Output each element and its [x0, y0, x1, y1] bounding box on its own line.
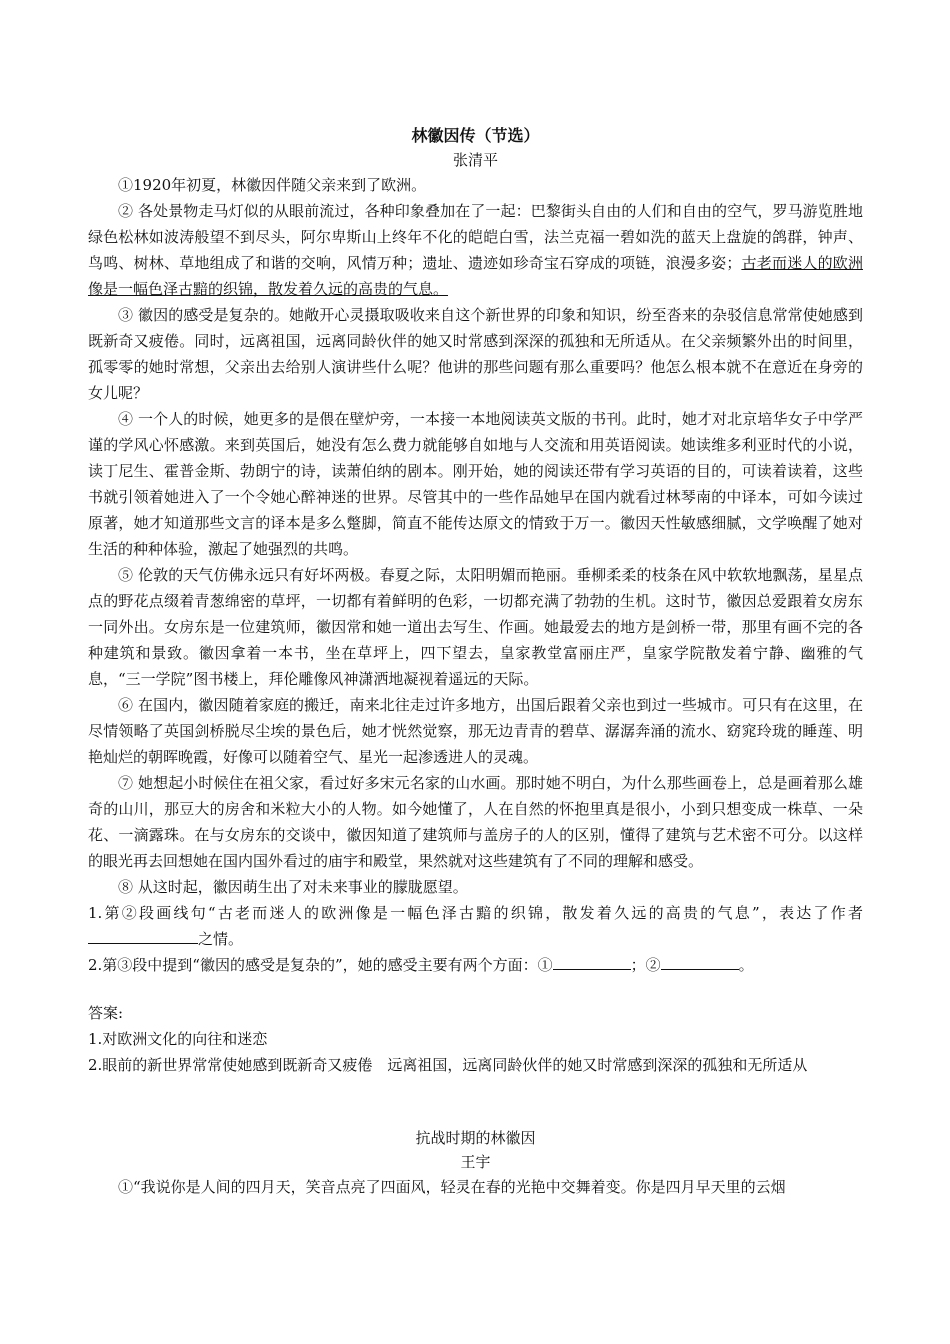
article1-paragraph-3: ③ 徽因的感受是复杂的。她敞开心灵摄取吸收来自这个新世界的印象和知识，纷至沓来的杂驳信息常常使她感到既新奇又疲倦。同时，远离祖国，远离同龄伙伴的她又时常感到深深的孤独和无所适从。在父亲频繁外出的时间里，孤零零的她时常想，父亲出去给别人演讲些什么呢？他讲的那些问题有那么重要吗？他怎么根本就不在意近在身旁的女儿呢？ — [88, 306, 863, 402]
article1-paragraph-6: ⑥ 在国内，徽因随着家庭的搬迁，南来北往走过许多地方，出国后跟着父亲也到过一些城市。可只有在这里，在尽情领略了英国剑桥脱尽尘埃的景色后，她才恍然觉察，那无边青青的碧草、潺潺奔涌的流水、窈窕玲珑的睡莲、明艳灿烂的朝晖晚霞，好像可以随着空气、星光一起渗透进人的灵魂。 — [88, 696, 863, 766]
article2-author: 王宇 — [460, 1153, 491, 1171]
article1-author: 张清平 — [452, 151, 498, 169]
answer-1: 1.对欧洲文化的向往和迷恋 — [88, 1030, 268, 1048]
answer-blank-1[interactable] — [88, 927, 198, 944]
question-2 — [88, 952, 863, 978]
document-page — [88, 124, 863, 1200]
answers-label: 答案: — [88, 1004, 124, 1022]
answer-blank-3[interactable] — [661, 953, 739, 970]
spacer — [88, 1078, 863, 1126]
question-2-end: 。 — [738, 956, 754, 974]
question-1 — [88, 900, 863, 952]
answer-blank-2[interactable] — [553, 953, 631, 970]
spacer — [88, 978, 863, 1000]
answer-2: 2.眼前的新世界常常使她感到既新奇又疲倦 远离祖国，远离同龄伙伴的她又时常感到深深的孤独和无所适从 — [88, 1056, 808, 1074]
question-1-text: 1.第②段画线句“古老而迷人的欧洲像是一幅色泽古黯的织锦，散发着久远的高贵的气息”，表达了作者 — [88, 904, 863, 922]
paragraph-2-text: ② 各处景物走马灯似的从眼前流过，各种印象叠加在了一起：巴黎街头自由的人们和自由的空气，罗马游览胜地绿色松林如波涛般望不到尽头，阿尔卑斯山上终年不化的皑皑白雪，法兰克福一碧如洗的蓝天上盘旋的鸽群，钟声、鸟鸣、树林、草地组成了和谐的交响，风情万种；遗址、遗迹如珍奇宝石穿成的项链，浪漫多姿； — [88, 202, 863, 272]
article1-paragraph-8: ⑧ 从这时起，徽因萌生出了对未来事业的朦胧愿望。 — [118, 878, 468, 896]
article1-paragraph-1: ①1920年初夏，林徽因伴随父亲来到了欧洲。 — [118, 176, 427, 194]
article1-paragraph-7: ⑦ 她想起小时候住在祖父家，看过好多宋元名家的山水画。那时她不明白，为什么那些画卷上，总是画着那么雄奇的山川，那豆大的房舍和米粒大小的人物。如今她懂了，人在自然的怀抱里真是很小，小到只想变成一株草、一朵花、一滴露珠。在与女房东的交谈中，徽因知道了建筑师与盖房子的人的区别，懂得了建筑与艺术密不可分。以这样的眼光再去回想她在国内国外看过的庙宇和殿堂，果然就对这些建筑有了不同的理解和感受。 — [88, 774, 863, 870]
article1-paragraph-4: ④ 一个人的时候，她更多的是偎在壁炉旁，一本接一本地阅读英文版的书刊。此时，她才对北京培华女子中学严谨的学风心怀感激。来到英国后，她没有怎么费力就能够自如地与人交流和用英语阅读。她读维多利亚时代的小说，读丁尼生、霍普金斯、勃朗宁的诗，读萧伯纳的剧本。刚开始，她的阅读还带有学习英语的目的，可读着读着，这些书就引领着她进入了一个令她心醉神迷的世界。尽管其中的一些作品她早在国内就看过林琴南的中译本，可如今读过原著，她才知道那些文言的译本是多么蹩脚，简直不能传达原文的情致于万一。徽因天性敏感细腻，文学唤醒了她对生活的种种体验，激起了她强烈的共鸣。 — [88, 410, 863, 558]
article1-title: 林徽因传（节选） — [411, 126, 540, 145]
question-2-mid: ；② — [630, 956, 661, 974]
question-2-text: 2.第③段中提到“徽因的感受是复杂的”，她的感受主要有两个方面：① — [88, 956, 553, 974]
question-1-suffix: 之情。 — [198, 930, 244, 948]
underlined-sentence: 古老而迷人的欧洲像是一幅色泽古黯的织锦，散发着久远的高贵的气息。 — [88, 254, 863, 298]
article2-paragraph-1: ①“我说你是人间的四月天，笑音点亮了四面风，轻灵在春的光艳中交舞着变。你是四月早天里的云烟 — [118, 1178, 786, 1196]
article2-title: 抗战时期的林徽因 — [415, 1129, 536, 1147]
article1-paragraph-5: ⑤ 伦敦的天气仿佛永远只有好坏两极。春夏之际，太阳明媚而艳丽。垂柳柔柔的枝条在风中软软地飘荡，星星点点的野花点缀着青葱绵密的草坪，一切都有着鲜明的色彩，一切都充满了勃勃的生机。这时节，徽因总爱跟着女房东一同外出。女房东是一位建筑师，徽因常和她一道出去写生、作画。她最爱去的地方是剑桥一带，那里有画不完的各种建筑和景致。徽因拿着一本书，坐在草坪上，四下望去，皇家教堂富丽庄严，皇家学院散发着宁静、幽雅的气息，“三一学院”图书楼上，拜伦雕像风神潇洒地凝视着遥远的天际。 — [88, 566, 863, 688]
article1-paragraph-2 — [88, 198, 863, 302]
